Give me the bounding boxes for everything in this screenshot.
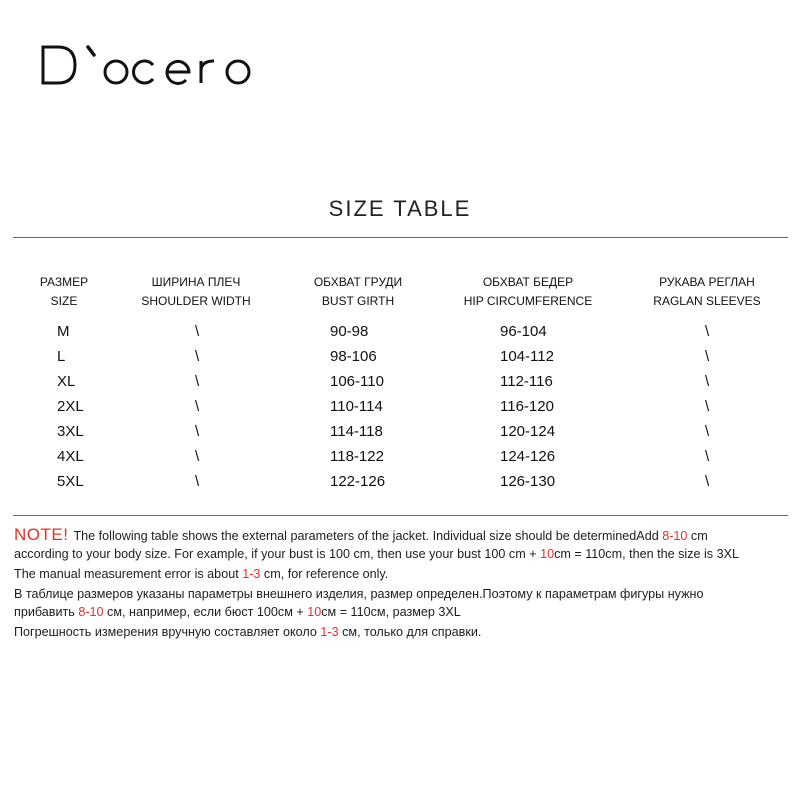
col-header-en: SHOULDER WIDTH — [141, 294, 251, 308]
col-header-ru: ОБХВАТ БЕДЕР — [482, 275, 574, 289]
cell-sleeves: \ — [705, 348, 710, 365]
size-note — [14, 526, 794, 641]
note-en-line-2: according to your body size. For example, if your bust is 100 cm, then use your bust 100 cm + 10cm = 110cm, then the size is 3XL — [14, 547, 739, 561]
cell-sleeves: \ — [705, 373, 710, 390]
col-header-hip — [464, 273, 592, 311]
cell-hip: 120-124 — [500, 423, 556, 440]
cell-bust: 122-126 — [330, 473, 386, 490]
cell-bust: 114-118 — [330, 423, 383, 440]
note-label: NOTE! — [14, 525, 69, 544]
cell-shoulder: \ — [195, 448, 200, 465]
col-header-en: SIZE — [50, 294, 78, 308]
cell-shoulder: \ — [195, 348, 200, 365]
cell-shoulder: \ — [195, 398, 200, 415]
cell-bust: 106-110 — [330, 373, 384, 390]
cell-size: 2XL — [57, 398, 84, 415]
cell-sleeves: \ — [705, 473, 710, 490]
col-header-bust — [314, 273, 402, 311]
col-header-ru: РУКАВА РЕГЛАН — [659, 275, 755, 289]
col-header-size — [40, 273, 88, 311]
cell-size: L — [57, 348, 66, 365]
divider-bottom — [13, 515, 788, 516]
cell-size: 4XL — [57, 448, 84, 465]
col-header-ru: ШИРИНА ПЛЕЧ — [151, 275, 241, 289]
cell-size: 3XL — [57, 423, 84, 440]
cell-sleeves: \ — [705, 448, 710, 465]
cell-bust: 110-114 — [330, 398, 383, 415]
col-header-ru: ОБХВАТ ГРУДИ — [313, 275, 403, 289]
brand-logo-graphic — [38, 38, 262, 88]
cell-size: M — [57, 323, 70, 340]
brand-logo — [38, 38, 262, 88]
cell-size: 5XL — [57, 473, 84, 490]
note-ru-line-2: прибавить 8-10 см, например, если бюст 100см + 10см = 110см, размер 3XL — [14, 605, 461, 619]
cell-hip: 112-116 — [500, 373, 553, 390]
cell-sleeves: \ — [705, 423, 710, 440]
cell-size: XL — [57, 373, 76, 390]
cell-sleeves: \ — [705, 323, 710, 340]
note-ru-line-3: Погрешность измерения вручную составляет около 1-3 см, только для справки. — [14, 625, 482, 639]
cell-sleeves: \ — [705, 398, 710, 415]
cell-shoulder: \ — [195, 473, 200, 490]
col-header-ru: РАЗМЕР — [39, 275, 89, 289]
cell-bust: 98-106 — [330, 348, 377, 365]
cell-hip: 104-112 — [500, 348, 554, 365]
cell-hip: 126-130 — [500, 473, 556, 490]
cell-shoulder: \ — [195, 373, 200, 390]
col-header-en: HIP CIRCUMFERENCE — [463, 294, 593, 308]
note-en-line-1: NOTE! The following table shows the external parameters of the jacket. Individual size should be determinedAdd 8-10 cm — [14, 525, 708, 544]
cell-hip: 116-120 — [500, 398, 554, 415]
cell-shoulder: \ — [195, 323, 200, 340]
col-header-en: RAGLAN SLEEVES — [653, 294, 761, 308]
col-header-sleeves — [653, 273, 760, 311]
cell-shoulder: \ — [195, 423, 200, 440]
cell-hip: 96-104 — [500, 323, 547, 340]
note-ru-line-1: В таблице размеров указаны параметры внешнего изделия, размер определен.Поэтому к параметрам фигуры нужно — [14, 587, 704, 601]
divider-top — [13, 237, 788, 238]
cell-hip: 124-126 — [500, 448, 556, 465]
note-en-line-3: The manual measurement error is about 1-3 cm, for reference only. — [14, 567, 389, 581]
col-header-en: BUST GIRTH — [321, 294, 395, 308]
col-header-shoulder — [141, 273, 250, 311]
cell-bust: 90-98 — [330, 323, 369, 340]
cell-bust: 118-122 — [330, 448, 384, 465]
page-title: SIZE TABLE — [328, 196, 472, 221]
